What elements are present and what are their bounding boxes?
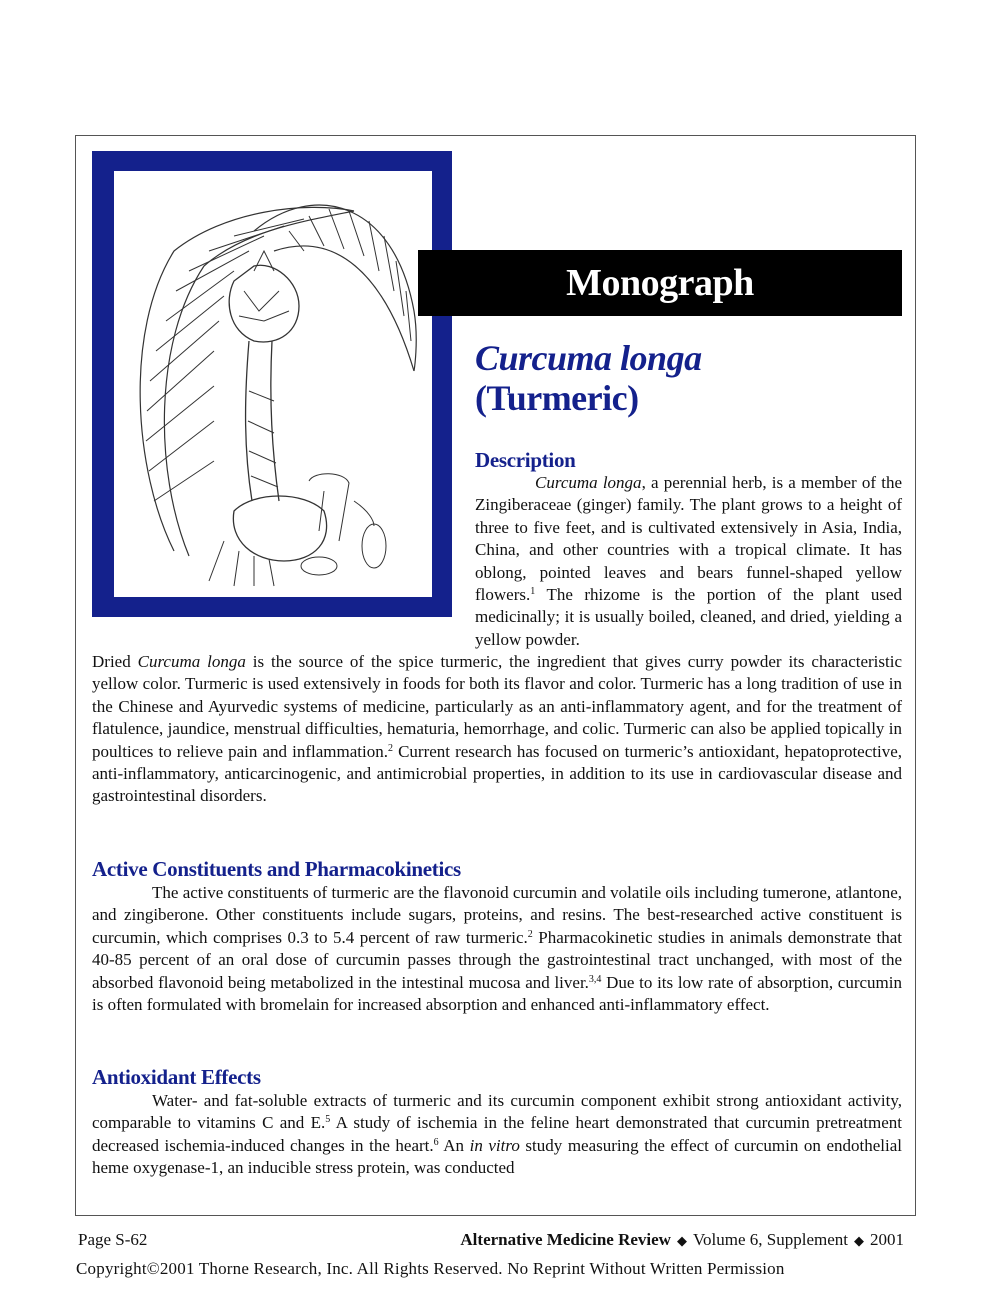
ref-2b: 2 (527, 928, 533, 940)
latin-name: Curcuma longa (475, 338, 702, 378)
journal-name: Alternative Medicine Review (460, 1230, 671, 1249)
turmeric-plant-illustration-icon (114, 171, 432, 597)
antioxidant-section (92, 1065, 902, 1180)
ref-5: 5 (325, 1114, 331, 1126)
ao-text-a: Water- and fat-soluble extracts of turmeric and its curcumin component exhibit strong antioxidant activity, comparable to vitamins C and E. (92, 1091, 902, 1133)
description-heading: Description (475, 448, 576, 472)
description-continued (92, 651, 902, 808)
figure-frame (92, 151, 452, 617)
ref-1: 1 (530, 586, 536, 598)
plant-drawing (114, 171, 432, 597)
description-intro-paragraph (475, 472, 902, 651)
antioxidant-paragraph (92, 1090, 902, 1180)
page-number: Page S-62 (78, 1230, 148, 1249)
ao-text-d: study measuring the effect of curcumin on endothelial heme oxygenase-1, an inducible stress protein, was conducted (92, 1135, 903, 1178)
intro-latin-name: Curcuma longa (535, 473, 642, 492)
footer-citation (78, 1230, 904, 1250)
ao-text-b: A study of ischemia in the feline heart demonstrated that curcumin pretreatment decreased ischemia-induced changes in the heart. (92, 1113, 902, 1155)
ac-text-a: The active constituents of turmeric are the flavonoid curcumin and volatile oils including tumerone, atlantone, and zingiberone. Other constituents include sugars, proteins, and resins. The best-researched active constituent is curcumin, which comprises 0.3 to 5.4 percent of raw turmeric. (92, 883, 902, 947)
banner-label: Monograph (566, 262, 754, 304)
diamond-icon: ◆ (676, 1233, 687, 1248)
ac-text-b: Pharmacokinetic studies in animals demonstrate that 40-85 percent of an oral dose of curcumin passes through the gastrointestinal tract unchanged, with most of the absorbed flavonoid being metabolized in the intestinal mucosa and liver. (92, 927, 902, 992)
cont-text-c: Current research has focused on turmeric’s antioxidant, hepatoprotective, anti-inflammatory, anticarcinogenic, and antimicrobial properties, in addition to its use in cardiovascular disease and gastrointestinal disorders. (92, 741, 903, 806)
cont-text-a: Dried (92, 652, 138, 671)
diamond-icon: ◆ (854, 1233, 864, 1248)
cont-latin-name: Curcuma longa (137, 652, 246, 671)
ref-6: 6 (433, 1136, 439, 1148)
monograph-banner (418, 250, 902, 316)
description-intro (475, 472, 902, 651)
ref-2: 2 (387, 742, 393, 754)
in-vitro-italic: in vitro (469, 1135, 520, 1155)
copyright-notice: Copyright©2001 Thorne Research, Inc. All Rights Reserved. No Reprint Without Written Permission (76, 1259, 785, 1278)
active-constituents-paragraph (92, 882, 902, 1016)
cont-text-b: is the source of the spice turmeric, the ingredient that gives curry powder its characteristic yellow color. Turmeric is used extensively in foods for both its flavor and color. Turmeric has a long tradition of use in the Chinese and Ayurvedic systems of medicine, particularly as an anti-inflammatory agent, and for the treatment of flatulence, jaundice, menstrual difficulties, hematuria, hemorrhage, and colic. Turmeric can also be applied topically in poultices to relieve pain and inflammation. (92, 652, 902, 761)
journal-citation (460, 1230, 904, 1250)
page-title (475, 338, 702, 418)
ref-3-4: 3,4 (588, 973, 602, 985)
active-constituents-section (92, 857, 902, 1016)
intro-text: , a perennial herb, is a member of the Zingiberaceae (ginger) family. The plant grows to a height of three to five feet, and is cultivated extensively in Asia, India, China, and other countries with a tropical climate. It has oblong, pointed leaves and bears funnel-shaped yellow flowers. (475, 473, 903, 605)
antioxidant-heading: Antioxidant Effects (92, 1065, 261, 1089)
year: 2001 (870, 1230, 904, 1249)
description-continued-paragraph (92, 651, 902, 808)
ao-text-c: An (438, 1135, 470, 1155)
common-name: (Turmeric) (475, 378, 639, 418)
active-constituents-heading: Active Constituents and Pharmacokinetics (92, 857, 461, 881)
volume-info: Volume 6, Supplement (692, 1230, 848, 1249)
intro-text-2: The rhizome is the portion of the plant used medicinally; it is usually boiled, cleaned, and dried, yielding a yellow powder. (475, 585, 902, 649)
ac-text-c: Due to its low rate of absorption, curcumin is often formulated with bromelain for increased absorption and enhanced anti-inflammatory effect. (92, 972, 902, 1015)
